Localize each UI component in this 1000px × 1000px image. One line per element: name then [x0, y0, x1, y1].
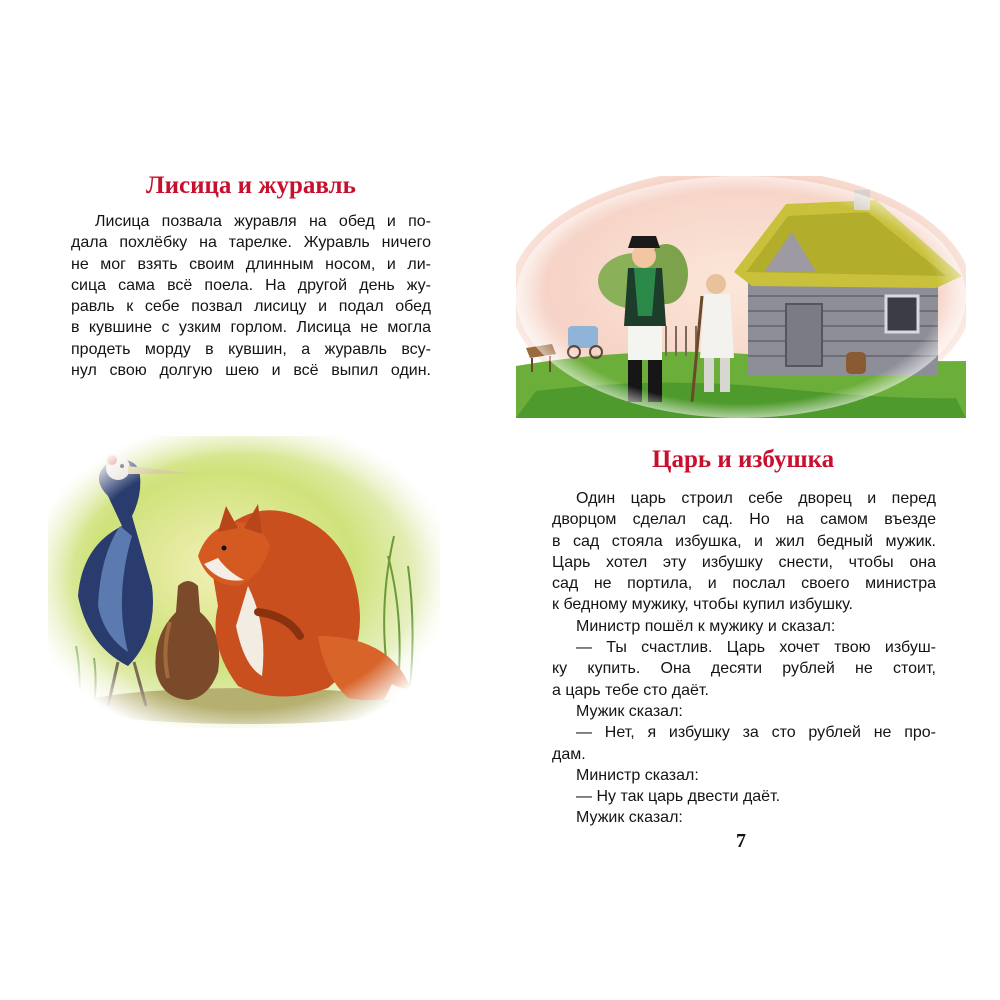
text-line: ку купить. Она десяти рублей не стоит,: [552, 660, 936, 678]
crane-and-fox-illustration: [48, 436, 440, 728]
text-line: нул свою долгую шею и всё выпил один.: [71, 362, 431, 380]
text-line: дворцом сделал сад. Но на самом въезде: [552, 511, 936, 529]
text-line: Министр пошёл к мужику и сказал:: [576, 617, 836, 635]
text-line: Мужик сказал:: [576, 809, 683, 827]
story-text-fox-crane: [71, 211, 431, 381]
text-line: к бедному мужику, чтобы купил избушку.: [552, 596, 853, 614]
text-line: Лисица позвала журавля на обед и по-: [95, 213, 431, 230]
text-line: а царь тебе сто даёт.: [552, 681, 709, 699]
text-line: Один царь строил себе дворец и перед: [576, 490, 936, 507]
story-title-fox-crane: Лисица и журавль: [146, 172, 356, 199]
text-line: сица сама всё поела. На другой день жу-: [71, 276, 431, 294]
text-line: — Ну так царь двести даёт.: [576, 788, 781, 806]
page-number: 7: [736, 830, 746, 852]
text-line: — Нет, я избушку за сто рублей не про-: [576, 724, 936, 742]
text-line: дам.: [552, 745, 586, 763]
text-line: равль к себе позвал лисицу и подал обед: [71, 298, 431, 316]
text-line: в кувшине с узким горлом. Лисица не могла: [71, 319, 431, 337]
text-line: в сад стояла избушка, и жил бедный мужик.: [552, 532, 936, 550]
text-line: Царь хотел эту избушку снести, чтобы она: [552, 553, 936, 571]
text-line: — Ты счастлив. Царь хочет твою избуш-: [576, 639, 936, 657]
story-title-tsar-hut: Царь и избушка: [652, 446, 835, 473]
text-line: Мужик сказал:: [576, 702, 683, 720]
text-line: сад не портила, и послал своего министра: [552, 575, 936, 593]
tsar-and-hut-illustration: [516, 176, 966, 418]
text-line: дала похлёбку на тарелке. Журавль ничего: [71, 234, 431, 252]
story-text-tsar-hut: [552, 488, 936, 829]
text-line: продеть морду в кувшин, а журавль всу-: [71, 340, 431, 358]
text-line: Министр сказал:: [576, 766, 699, 784]
text-line: не мог взять своим длинным носом, и ли-: [71, 255, 431, 273]
